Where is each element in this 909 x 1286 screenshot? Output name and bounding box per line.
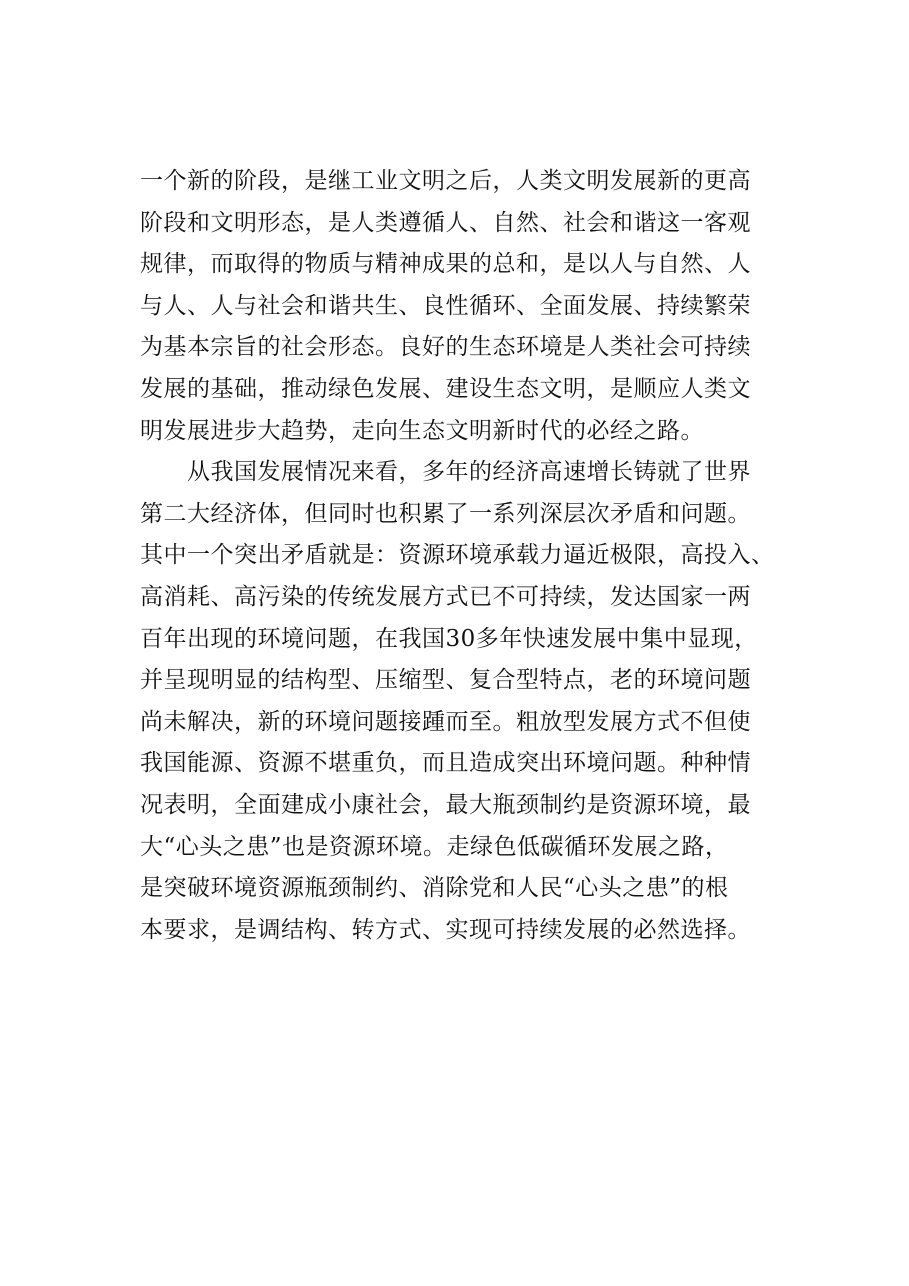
paragraph-2-line-4: 高消耗、高污染的传统发展方式已不可持续，发达国家一两: [140, 583, 751, 610]
paragraph-2-line-8: 我国能源、资源不堪重负，而且造成突出环境问题。种种情: [140, 750, 751, 777]
paragraph-2-line-7: 尚未解决，新的环境问题接踵而至。粗放型发展方式不但使: [140, 708, 751, 735]
paragraph-1-line-7: 明发展进步大趋势，走向生态文明新时代的必经之路。: [140, 417, 704, 444]
paragraph-2-line-11: 是突破环境资源瓶颈制约、消除党和人民“心头之患”的根: [140, 875, 729, 902]
paragraph-2-line-5: 百年出现的环境问题，在我国30多年快速发展中集中显现，: [140, 625, 758, 652]
document-body: [140, 161, 800, 951]
paragraph-2-line-10: 大“心头之患”也是资源环境。走绿色低碳循环发展之路，: [140, 833, 729, 860]
paragraph-1-line-3: 规律，而取得的物质与精神成果的总和，是以人与自然、人: [140, 251, 751, 278]
paragraph-1-line-2: 阶段和文明形态，是人类遵循人、自然、社会和谐这一客观: [140, 209, 751, 236]
paragraph-2-line-9: 况表明，全面建成小康社会，最大瓶颈制约是资源环境，最: [140, 791, 751, 818]
paragraph-2-line-12: 本要求，是调结构、转方式、实现可持续发展的必然选择。: [140, 916, 751, 943]
paragraph-2-line-3: 其中一个突出矛盾就是：资源环境承载力逼近极限，高投入、: [140, 542, 775, 569]
paragraph-1-line-5: 为基本宗旨的社会形态。良好的生态环境是人类社会可持续: [140, 334, 751, 361]
paragraph-2-line-6: 并呈现明显的结构型、压缩型、复合型特点，老的环境问题: [140, 667, 751, 694]
paragraph-1-line-1: 一个新的阶段，是继工业文明之后，人类文明发展新的更高: [140, 168, 751, 194]
paragraph-1-line-4: 与人、人与社会和谐共生、良性循环、全面发展、持续繁荣: [140, 292, 751, 319]
paragraph-2-line-2: 第二大经济体，但同时也积累了一系列深层次矛盾和问题。: [140, 500, 751, 527]
paragraph-2-line-1: 从我国发展情况来看，多年的经济高速增长铸就了世界: [187, 459, 751, 486]
paragraph-1-line-6: 发展的基础，推动绿色发展、建设生态文明，是顺应人类文: [140, 375, 751, 402]
